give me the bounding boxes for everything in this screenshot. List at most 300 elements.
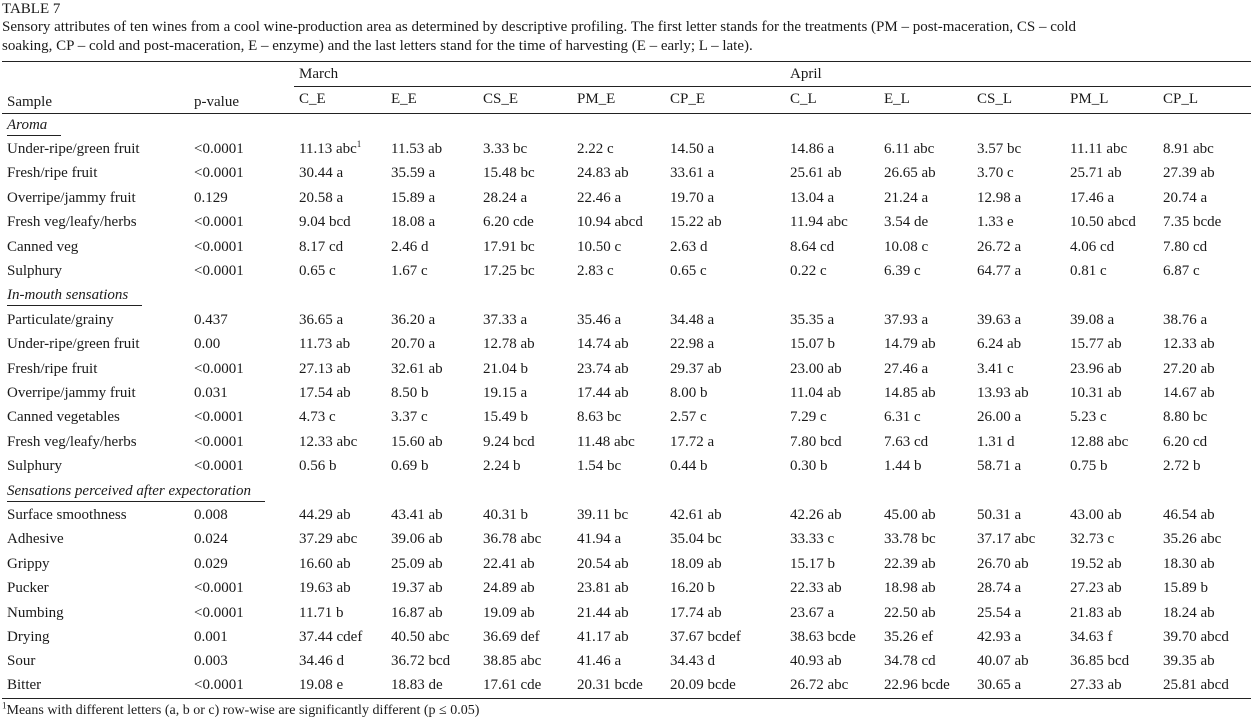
value-text: 43.41 ab [391,506,443,523]
value-text: 2.63 d [670,238,708,255]
value-text: 7.63 cd [884,433,929,450]
value-cell [1065,162,1158,186]
value-text: 6.11 abc [884,141,935,158]
value-cell [478,357,572,381]
value-text: 5.23 c [1070,409,1107,426]
sensory-table [2,61,1251,699]
value-cell [478,576,572,600]
value-cell [785,674,879,698]
value-text: 30.44 a [299,165,344,182]
value-cell [294,625,386,649]
value-cell [1158,674,1251,698]
table-row [2,576,1251,600]
value-text: 0.22 c [790,263,827,280]
table-row [2,137,1251,161]
value-text: 0.30 b [790,458,828,475]
row-label: Fresh/ripe fruit [7,360,98,377]
value-text: 20.70 a [391,336,436,353]
value-cell [478,650,572,674]
row-label: Under-ripe/green fruit [7,336,140,353]
value-cell [1065,601,1158,625]
value-text: 26.70 ab [977,555,1029,572]
value-cell [478,308,572,332]
value-cell [972,381,1065,405]
value-text: 11.53 ab [391,141,443,158]
value-text: 23.81 ab [577,580,629,597]
row-label: Grippy [7,555,50,572]
value-text: 1.54 bc [577,458,622,475]
value-text: 28.74 a [977,580,1022,597]
row-label: Canned veg [7,238,79,255]
value-cell [879,430,972,454]
value-cell [294,430,386,454]
value-text: 0.69 b [391,458,429,475]
value-text: 25.09 ab [391,555,443,572]
col-header: CS_E [478,87,572,114]
value-text: 22.39 ab [884,555,936,572]
value-cell [294,211,386,235]
value-cell [294,576,386,600]
section-title: In-mouth sensations [7,285,142,306]
value-cell [386,674,478,698]
row-label: Fresh/ripe fruit [7,165,98,182]
value-text: 17.74 ab [670,604,722,621]
value-cell [572,381,665,405]
value-cell [572,308,665,332]
value-cell [294,137,386,161]
p-value: <0.0001 [194,458,244,475]
value-text: 8.50 b [391,384,429,401]
value-cell [386,430,478,454]
value-cell [386,186,478,210]
value-cell [1065,357,1158,381]
value-text: 18.24 ab [1163,604,1215,621]
value-text: 6.20 cde [483,214,534,231]
value-text: 10.50 c [577,238,622,255]
value-cell [879,211,972,235]
value-cell [879,357,972,381]
p-value: <0.0001 [194,409,244,426]
value-cell [478,381,572,405]
table-row [2,357,1251,381]
value-cell [879,576,972,600]
value-cell [972,625,1065,649]
p-value: <0.0001 [194,360,244,377]
value-text: 0.65 c [670,263,707,280]
value-text: 44.29 ab [299,506,351,523]
value-cell [478,211,572,235]
section-title: Aroma [7,115,61,136]
value-text: 0.81 c [1070,263,1107,280]
value-text: 39.70 abcd [1163,628,1229,645]
value-cell [785,381,879,405]
value-cell [1158,552,1251,576]
value-text: 35.35 a [790,311,835,328]
table-row [2,650,1251,674]
value-text: 16.20 b [670,580,715,597]
value-cell [785,528,879,552]
value-text: 20.54 ab [577,555,629,572]
value-text: 2.83 c [577,263,614,280]
blank-cell [189,62,294,87]
value-text: 0.75 b [1070,458,1108,475]
value-cell [478,186,572,210]
table-footnote [2,702,479,719]
value-cell [294,357,386,381]
value-cell [1065,503,1158,527]
table-row [2,528,1251,552]
value-text: 11.73 ab [299,336,351,353]
value-cell [386,601,478,625]
value-text: 32.61 ab [391,360,443,377]
value-text: 19.70 a [670,189,715,206]
value-cell [665,211,785,235]
value-cell [1065,259,1158,283]
value-text: 24.89 ab [483,580,535,597]
value-text: 22.41 ab [483,555,535,572]
value-text: 18.09 ab [670,555,722,572]
value-text: 1.44 b [884,458,922,475]
value-text: 1.31 d [977,433,1015,450]
value-cell [879,674,972,698]
value-text: 8.63 bc [577,409,622,426]
value-cell [972,552,1065,576]
value-cell [879,601,972,625]
value-text: 18.83 de [391,677,443,694]
value-cell [785,406,879,430]
value-text: 33.61 a [670,165,715,182]
value-cell [785,430,879,454]
value-cell [1158,357,1251,381]
value-text: 9.24 bcd [483,433,535,450]
table-row [2,235,1251,259]
pvalue-header: p-value [189,87,294,114]
value-text: 22.46 a [577,189,622,206]
value-cell [1065,381,1158,405]
value-text: 7.35 bcde [1163,214,1222,231]
value-cell [294,381,386,405]
p-value: 0.001 [194,628,228,645]
p-value: 0.129 [194,189,228,206]
value-text: 38.76 a [1163,311,1208,328]
p-value: 0.029 [194,555,228,572]
value-cell [785,576,879,600]
value-cell [1158,333,1251,357]
value-text: 17.46 a [1070,189,1115,206]
value-text: 41.94 a [577,531,622,548]
value-text: 11.94 abc [790,214,848,231]
table-row [2,430,1251,454]
value-text: 42.93 a [977,628,1022,645]
p-value: 0.00 [194,336,221,353]
p-value: <0.0001 [194,433,244,450]
value-cell [1158,528,1251,552]
value-cell [1065,674,1158,698]
value-text: 15.49 b [483,409,528,426]
value-cell [785,235,879,259]
row-label: Sulphury [7,263,63,280]
value-cell [972,308,1065,332]
group-header-row [2,62,1251,87]
value-text: 37.29 abc [299,531,358,548]
value-text: 38.63 bcde [790,628,856,645]
value-cell [665,650,785,674]
value-text: 23.67 a [790,604,835,621]
value-text: 2.57 c [670,409,707,426]
col-header: CP_E [665,87,785,114]
table-row [2,674,1251,698]
value-text: 19.09 ab [483,604,535,621]
value-text: 34.48 a [670,311,715,328]
value-text: 20.31 bcde [577,677,643,694]
value-text: 26.72 abc [790,677,849,694]
value-text: 36.78 abc [483,531,542,548]
table-row [2,454,1251,478]
value-cell [294,503,386,527]
value-cell [386,650,478,674]
table-row [2,552,1251,576]
value-text: 15.89 b [1163,580,1209,597]
value-text: 36.72 bcd [391,653,451,670]
value-cell [478,552,572,576]
value-cell [879,137,972,161]
value-text: 15.22 ab [670,214,722,231]
value-text: 12.33 abc [299,433,358,450]
value-text: 58.71 a [977,458,1022,475]
value-cell [785,308,879,332]
value-text: 0.56 b [299,458,337,475]
col-header: PM_L [1065,87,1158,114]
value-text: 21.04 b [483,360,528,377]
value-cell [478,528,572,552]
p-value: 0.437 [194,311,228,328]
row-label: Overripe/jammy fruit [7,384,136,401]
value-text: 9.04 bcd [299,214,351,231]
row-label: Pucker [7,580,49,597]
row-label: Particulate/grainy [7,311,114,328]
value-cell [1065,552,1158,576]
value-text: 26.72 a [977,238,1022,255]
value-text: 34.63 f [1070,628,1113,645]
value-cell [572,430,665,454]
value-cell [665,308,785,332]
value-cell [386,137,478,161]
value-text: 2.46 d [391,238,429,255]
value-text: 24.83 ab [577,165,629,182]
value-text: 32.73 c [1070,531,1115,548]
value-cell [879,333,972,357]
value-cell [1065,528,1158,552]
value-cell [879,454,972,478]
value-cell [1158,162,1251,186]
value-text: 8.64 cd [790,238,835,255]
value-cell [665,625,785,649]
value-cell [972,454,1065,478]
value-cell [572,601,665,625]
value-cell [785,625,879,649]
value-cell [665,552,785,576]
value-text: 27.33 ab [1070,677,1122,694]
value-text: 35.59 a [391,165,436,182]
p-value: <0.0001 [189,674,294,698]
value-cell [1065,186,1158,210]
value-cell [1158,601,1251,625]
section-row [2,479,1251,503]
value-text: 28.24 a [483,189,528,206]
value-cell [879,308,972,332]
value-text: 25.61 ab [790,165,842,182]
blank-cell [2,62,189,87]
row-label: Numbing [7,604,64,621]
value-cell [294,308,386,332]
value-cell [478,674,572,698]
value-text: 12.98 a [977,189,1022,206]
value-cell [386,235,478,259]
value-cell [785,454,879,478]
value-text: 0.44 b [670,458,708,475]
value-text: 41.46 a [577,653,622,670]
value-text: 6.24 ab [977,336,1022,353]
value-cell [972,357,1065,381]
section-title: Sensations perceived after expectoration [7,481,265,502]
value-cell [386,552,478,576]
row-label: Sour [7,653,36,670]
value-cell [972,601,1065,625]
value-text: 10.08 c [884,238,929,255]
value-cell [572,650,665,674]
table-row [2,406,1251,430]
value-cell [785,186,879,210]
value-cell [665,576,785,600]
value-cell [785,357,879,381]
value-cell [294,186,386,210]
value-text: 6.20 cd [1163,433,1208,450]
value-cell [478,625,572,649]
table-row [2,211,1251,235]
value-text: 37.93 a [884,311,929,328]
value-text: 33.33 c [790,531,835,548]
value-cell [294,528,386,552]
value-text: 17.54 ab [299,384,351,401]
value-cell [879,650,972,674]
row-label: Drying [7,628,50,645]
sample-header: Sample [2,87,189,114]
table-caption [2,18,1251,56]
value-text: 18.08 a [391,214,436,231]
month-header-march: March [294,62,785,87]
value-cell [1158,259,1251,283]
value-text: 38.85 abc [483,653,542,670]
table-row [2,503,1251,527]
value-text: 27.46 a [884,360,929,377]
table-row [2,186,1251,210]
p-value: 0.008 [194,506,228,523]
value-cell [572,528,665,552]
caption-line: soaking, CP – cold and post-maceration, E – enzyme) and the last letters stand for the time of harvesting (E – early; L – late). [2,38,753,54]
value-text: 14.79 ab [884,336,936,353]
value-text: 3.57 bc [977,141,1022,158]
value-text: 39.08 a [1070,311,1115,328]
value-text: 36.85 bcd [1070,653,1130,670]
value-text: 3.37 c [391,409,428,426]
value-cell [572,552,665,576]
value-cell [1158,650,1251,674]
value-text: 18.98 ab [884,580,936,597]
value-cell [386,333,478,357]
value-text: 27.13 ab [299,360,351,377]
value-cell [972,528,1065,552]
value-cell [1065,430,1158,454]
value-cell [785,650,879,674]
value-text: 21.44 ab [577,604,629,621]
row-label: Surface smoothness [7,506,127,523]
value-cell [665,503,785,527]
value-text: 11.48 abc [577,433,635,450]
value-cell [972,650,1065,674]
value-text: 23.96 ab [1070,360,1122,377]
value-text: 43.00 ab [1070,506,1122,523]
value-cell [294,650,386,674]
caption-line: Sensory attributes of ten wines from a cool wine-production area as determined by descriptive profiling. The first letter stands for the treatments (PM – post-maceration, CS – cold [2,19,1077,35]
value-text: 13.93 ab [977,384,1029,401]
value-text: 36.20 a [391,311,436,328]
value-text: 22.50 ab [884,604,936,621]
col-header: C_L [785,87,879,114]
value-cell [386,211,478,235]
value-cell [572,235,665,259]
value-cell [294,333,386,357]
value-cell [478,333,572,357]
value-text: 19.08 e [299,677,344,694]
value-text: 15.77 ab [1070,336,1122,353]
value-cell [572,674,665,698]
value-text: 27.20 ab [1163,360,1215,377]
value-cell [1065,308,1158,332]
value-cell [1158,211,1251,235]
value-text: 14.85 ab [884,384,936,401]
value-text: 39.63 a [977,311,1022,328]
value-cell [1158,137,1251,161]
value-cell [572,454,665,478]
value-text: 35.46 a [577,311,622,328]
value-cell [1065,235,1158,259]
value-text: 26.00 a [977,409,1022,426]
table-row [2,308,1251,332]
value-cell [879,552,972,576]
value-cell [294,259,386,283]
value-text: 16.87 ab [391,604,443,621]
value-text: 14.74 ab [577,336,629,353]
value-cell [294,674,386,698]
value-cell [478,601,572,625]
value-text: 3.41 c [977,360,1014,377]
value-cell [478,137,572,161]
value-text: 37.17 abc [977,531,1036,548]
value-text: 14.50 a [670,141,715,158]
value-cell [572,186,665,210]
value-text: 18.30 ab [1163,555,1215,572]
value-text: 3.54 de [884,214,929,231]
value-text: 25.81 abcd [1163,677,1229,694]
value-cell [1065,137,1158,161]
col-header: C_E [294,87,386,114]
footnote-marker: 1 [2,700,7,711]
value-cell [1158,235,1251,259]
value-cell [972,333,1065,357]
value-text: 15.89 a [391,189,436,206]
value-text: 10.31 ab [1070,384,1122,401]
value-cell [665,186,785,210]
